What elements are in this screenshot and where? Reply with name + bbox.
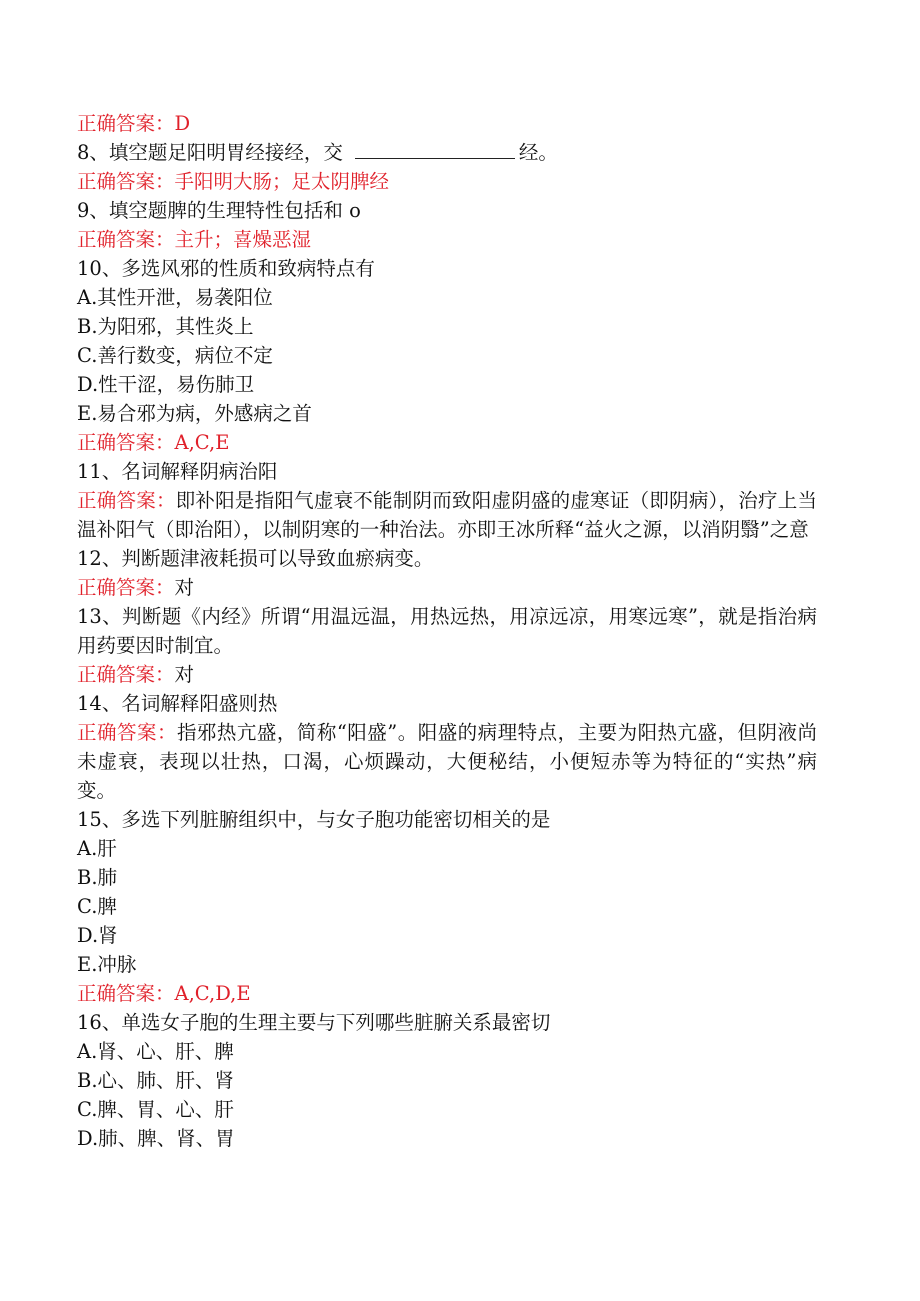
question-16: 16、单选女子胞的生理主要与下列哪些脏腑关系最密切 [77,1011,551,1034]
option-16-d: D.肺、脾、肾、胃 [77,1127,235,1150]
question-11: 11、名词解释阴病治阳 [77,460,278,483]
answer-label: 正确答案： [77,170,175,193]
option-15-d: D.肾 [77,924,118,947]
answer-line-13 [77,660,817,689]
answer-label: 正确答案： [77,721,177,744]
answer-label: 正确答案： [77,489,176,512]
answer-line-8 [77,167,817,196]
answer-label: 正确答案： [77,663,175,686]
answer-line-14 [77,718,817,805]
option-10-c: C.善行数变，病位不定 [77,344,273,367]
option-10-e: E.易合邪为病，外感病之首 [77,402,312,425]
answer-label: 正确答案： [77,982,175,1005]
option-10-b: B.为阳邪，其性炎上 [77,315,254,338]
option-15-c: C.脾 [77,895,117,918]
answer-line-11 [77,486,817,544]
answer-value: D [174,112,191,135]
option-10-a: A.其性开泄，易袭阳位 [77,286,273,309]
option-15-a: A.肝 [77,837,117,860]
question-text-suffix: 经。 [518,141,558,164]
option-15-b: B.肺 [77,866,118,889]
question-8 [77,138,817,167]
answer-line-12 [77,573,817,602]
option-16-b: B.心、肺、肝、肾 [77,1069,235,1092]
answer-line-10 [77,428,817,457]
question-13: 13、判断题《内经》所谓“用温远温，用热远热，用凉远凉，用寒远寒”，就是指治病用药要因时制宜。 [77,605,817,657]
fill-blank [355,139,515,159]
option-15-e: E.冲脉 [77,953,137,976]
answer-value: A,C,E [174,431,230,454]
answer-line-7 [77,109,817,138]
option-16-a: A.肾、心、肝、脾 [77,1040,234,1063]
option-10-d: D.性干涩，易伤肺卫 [77,373,255,396]
answer-label: 正确答案： [77,576,175,599]
question-10: 10、多选风邪的性质和致病特点有 [77,257,375,280]
answer-value: 手阳明大肠；足太阴脾经 [174,170,390,193]
answer-value: 对 [174,663,195,686]
question-9: 9、填空题脾的生理特性包括和 o [77,199,361,222]
answer-label: 正确答案： [77,228,175,251]
option-16-c: C.脾、胃、心、肝 [77,1098,234,1121]
answer-value: 即补阳是指阳气虚衰不能制阴而致阳虚阴盛的虚寒证（即阴病），治疗上当温补阳气（即治阳），以制阴寒的一种治法。亦即王冰所释“益火之源，以消阴翳”之意 [77,489,817,541]
answer-value: 对 [174,576,195,599]
document-body [77,109,817,1153]
answer-label: 正确答案： [77,112,175,135]
question-text: 8、填空题足阳明胃经接经，交 [77,141,343,164]
question-15: 15、多选下列脏腑组织中，与女子胞功能密切相关的是 [77,808,551,831]
answer-value: 主升；喜燥恶湿 [174,228,312,251]
answer-line-9 [77,225,817,254]
answer-line-15 [77,979,817,1008]
answer-label: 正确答案： [77,431,175,454]
question-14: 14、名词解释阳盛则热 [77,692,278,715]
answer-value: 指邪热亢盛，简称“阳盛”。阳盛的病理特点，主要为阳热亢盛，但阴液尚未虚衰，表现以壮热，口渴，心烦躁动，大便秘结，小便短赤等为特征的“实热”病变。 [77,721,817,802]
answer-value: A,C,D,E [174,982,251,1005]
question-12: 12、判断题津液耗损可以导致血瘀病变。 [77,547,434,570]
